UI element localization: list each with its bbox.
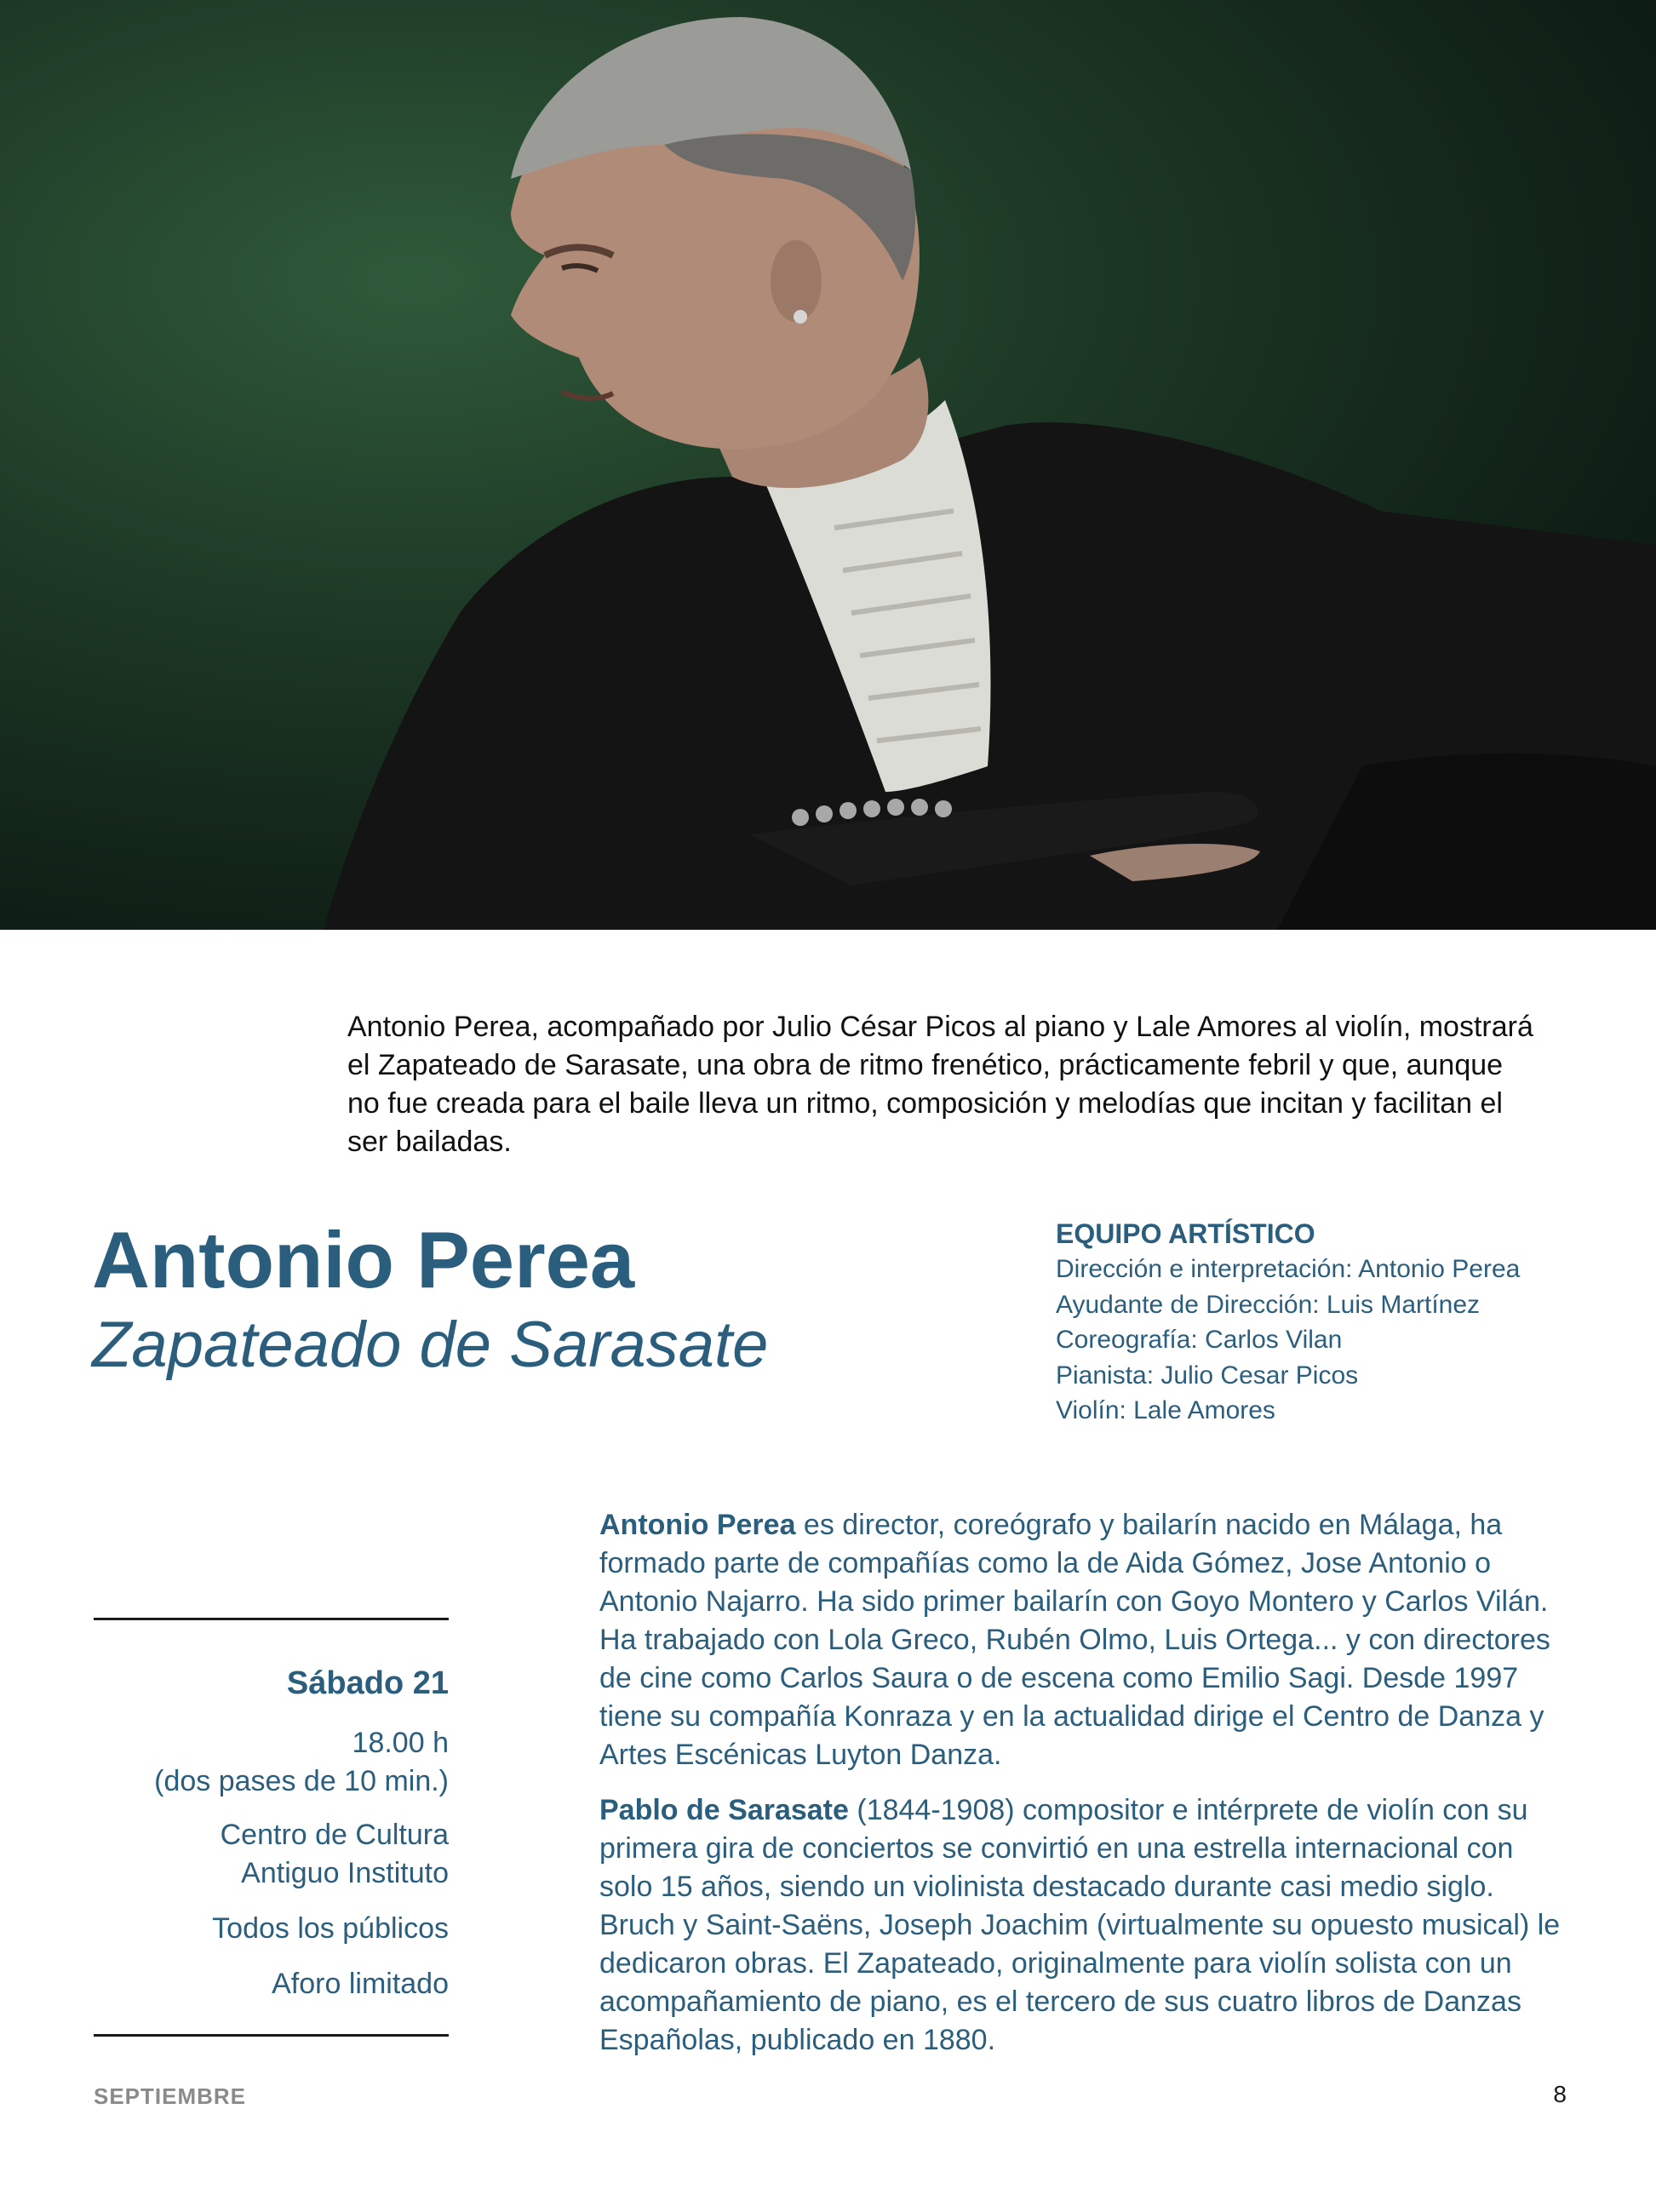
- page-number: 8: [1553, 2081, 1567, 2107]
- bio-name: Antonio Perea: [599, 1509, 796, 1541]
- biography: [599, 1506, 1561, 2060]
- team-member-line: Violín: Lale Amores: [1056, 1396, 1275, 1424]
- footer-month: SEPTIEMBRE: [94, 2083, 247, 2109]
- event-venue-line: Antiguo Instituto: [241, 1857, 449, 1889]
- bio-text: es director, coreógrafo y bailarín nacido en Málaga, ha formado parte de compañías como la de Aida Gómez, Jose Antonio o Antonio Najarro. Ha sido primer bailarín con Goyo Montero y Carlos Vilán. Ha trabajado con Lola Greco, Rubén Olmo, Luis Ortega... y con directores de cine como Carlos Saura o de escena como Emilio Sagi. Desde 1997 tiene su compañía Konraza y en la actualidad dirige el Centro de Danza y Artes Escénicas Luyton Danza.: [599, 1509, 1550, 1771]
- event-venue: [94, 1816, 449, 1893]
- artistic-team: [1056, 1216, 1520, 1429]
- event-audience: Todos los públicos: [212, 1912, 449, 1945]
- artistic-team-heading: EQUIPO ARTÍSTICO: [1056, 1218, 1315, 1249]
- event-top-divider: [94, 1618, 449, 1620]
- intro-paragraph: Antonio Perea, acompañado por Julio César Picos al piano y Lale Amores al violín, mostrará el Zapateado de Sarasate, una obra de ritmo frenético, prácticamente febril y que, aunque no fue creada para el baile lleva un ritmo, composición y melodías que incitan y facilitan el ser bailadas.: [347, 1011, 1533, 1158]
- bio-paragraph-sarasate: [599, 1791, 1561, 2060]
- event-time: 18.00 h: [352, 1727, 449, 1759]
- title-block: [92, 1215, 769, 1386]
- performer-illustration: [0, 0, 1656, 930]
- event-time-block: [94, 1724, 449, 1801]
- bio-name: Pablo de Sarasate: [599, 1794, 849, 1826]
- page-subtitle: Zapateado de Sarasate: [92, 1309, 769, 1381]
- event-bottom-divider: [94, 2034, 449, 2037]
- team-member-line: Dirección e interpretación: Antonio Perea: [1056, 1255, 1521, 1283]
- bio-paragraph-perea: [599, 1506, 1561, 1774]
- event-info: [94, 1618, 449, 2037]
- team-member-line: Ayudante de Dirección: Luis Martínez: [1056, 1290, 1481, 1319]
- performer-photo: [0, 0, 1656, 930]
- event-capacity: Aforo limitado: [272, 1968, 449, 2000]
- event-venue-line: Centro de Cultura: [220, 1819, 449, 1851]
- event-date: Sábado 21: [286, 1665, 449, 1701]
- team-member-line: Coreografía: Carlos Vilan: [1056, 1326, 1343, 1354]
- page-title: Antonio Perea: [92, 1215, 635, 1304]
- team-member-line: Pianista: Julio Cesar Picos: [1056, 1361, 1359, 1390]
- bio-text: (1844-1908) compositor e intérprete de violín con su primera gira de conciertos se convirtió en una estrella internacional con solo 15 años, siendo un violinista destacado durante casi medio siglo. Bruch y Saint-Saëns, Joseph Joachim (virtualmente su opuesto musical) le dedicaron obras. El Zapateado, originalmente para violín solista con un acompañamiento de piano, es el tercero de sus cuatro libros de Danzas Españolas, publicado en 1880.: [599, 1794, 1561, 2056]
- event-time-note: (dos pases de 10 min.): [154, 1765, 449, 1797]
